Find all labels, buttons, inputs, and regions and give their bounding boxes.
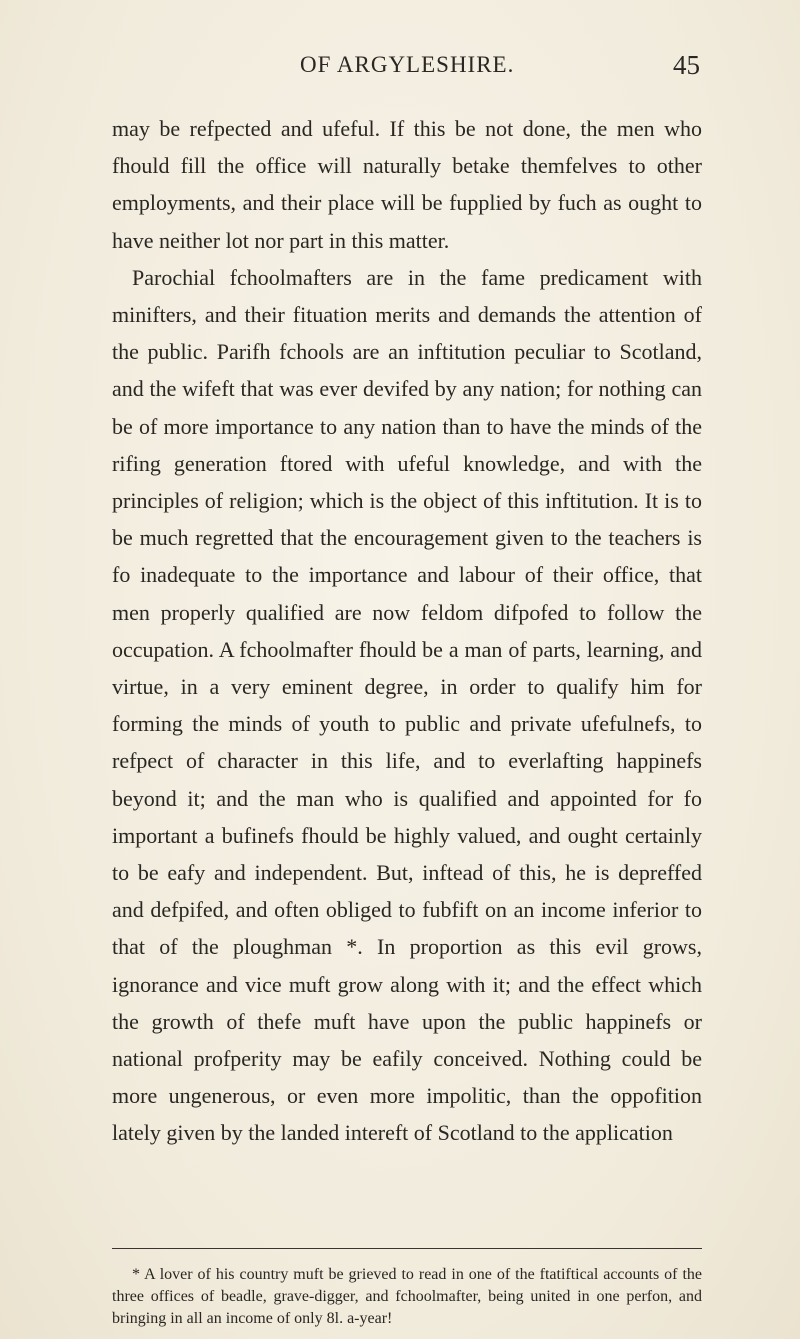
footnote-rule: [112, 1248, 702, 1249]
footnote: * A lover of his country muft be grieved to read in one of the ftatiftical accounts of the three offices of beadle, grave-digger, and fchoolmafter, being united in one perfon, and bringing in all an income of only 8l. a-year!: [112, 1266, 702, 1327]
running-title: OF ARGYLESHIRE.: [300, 52, 515, 77]
paragraph-2: Parochial fchoolmafters are in the fame predicament with minifters, and their fituation merits and demands the attention of the public. Parifh fchools are an inftitution peculiar to Scotland, and the wifeft that was ever devifed by any nation; for nothing can be of more importance to any nation than to have the minds of the rifing generation ftored with ufeful knowledge, and with the principles of religion; which is the object of this inftitution. It is to be much regretted that the encouragement given to the teachers is fo inadequate to the importance and labour of their office, that men properly qualified are now feldom difpofed to follow the occupation. A fchoolmafter fhould be a man of parts, learning, and virtue, in a very eminent degree, in order to qualify him for forming the minds of youth to public and private ufefulnefs, to refpect of character in this life, and to everlafting happinefs beyond it; and the man who is qualified and appointed for fo important a bufinefs fhould be highly valued, and ought certainly to be eafy and independent. But, inftead of this, he is depreffed and defpifed, and often obliged to fubfift on an income inferior to that of the ploughman *. In proportion as this evil grows, ignorance and vice muft grow along with it; and the effect which the growth of thefe muft have upon the public happinefs or national profperity may be eafily conceived. Nothing could be more ungenerous, or even more impolitic, than the oppofition lately given by the landed intereft of Scotland to the application: [112, 264, 702, 1146]
running-head: [200, 48, 700, 88]
paragraph-1: may be refpected and ufeful. If this be not done, the men who fhould fill the office will naturally betake themfelves to other employments, and their place will be fupplied by fuch as ought to have neither lot nor part in this matter.: [112, 116, 702, 253]
page-number: 45: [673, 50, 700, 80]
body-text: [112, 110, 702, 1152]
